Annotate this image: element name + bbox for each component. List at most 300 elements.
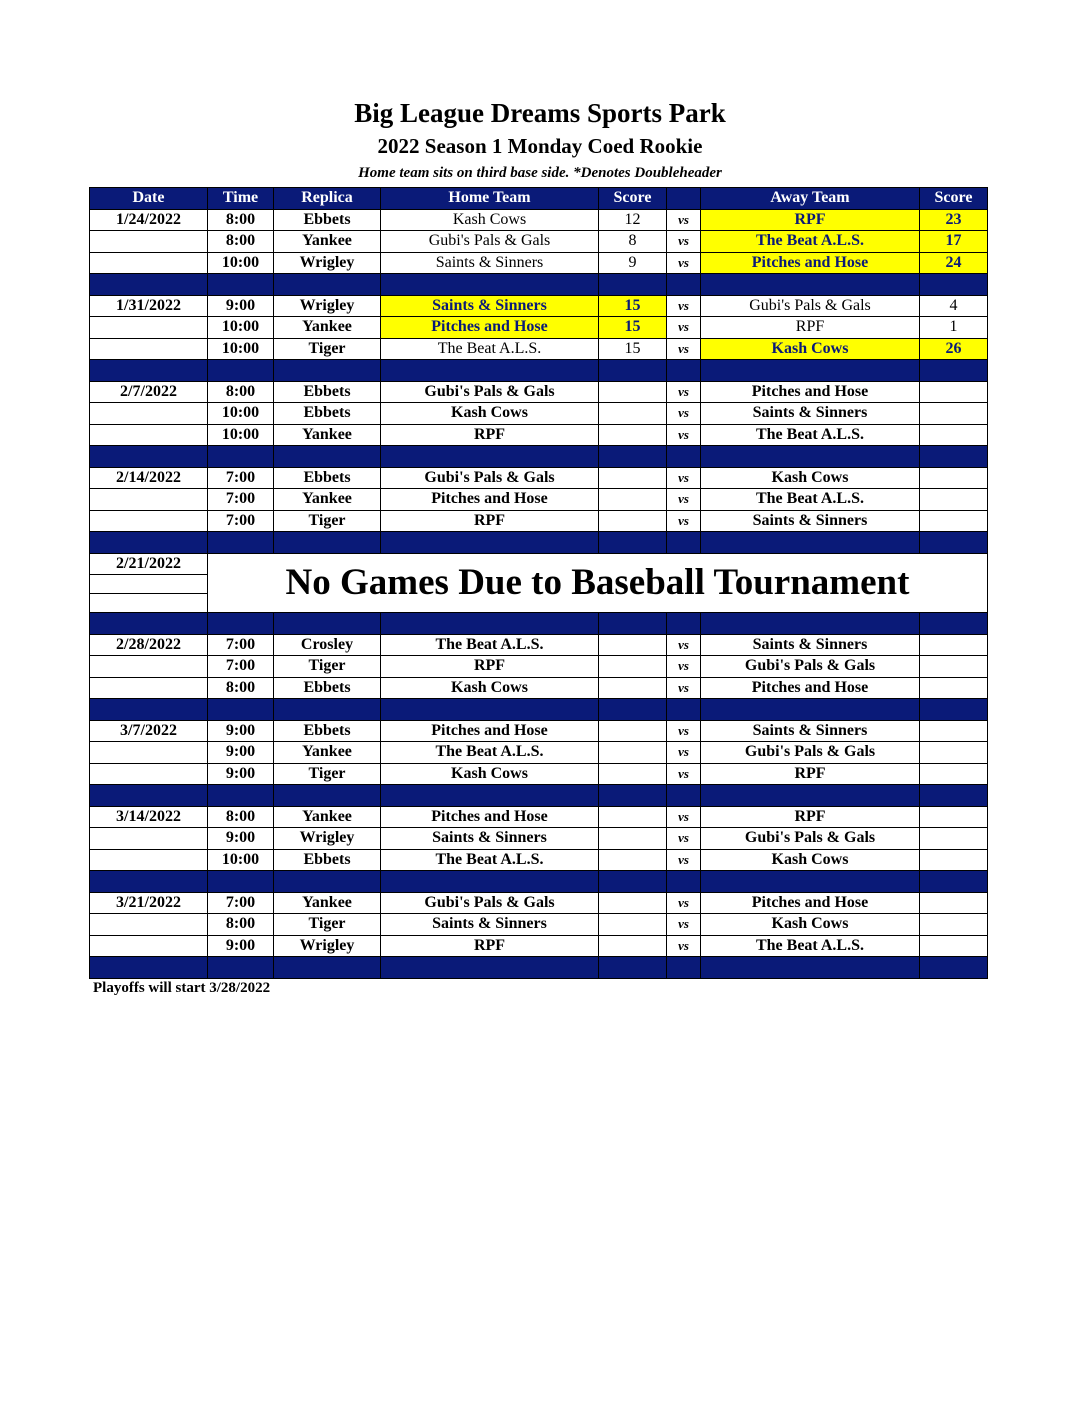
vs-cell: vs — [667, 231, 701, 253]
table-row — [90, 677, 988, 699]
separator-cell — [208, 699, 274, 721]
away-score-cell — [920, 467, 988, 489]
away-team-cell: RPF — [701, 317, 920, 339]
home-team-cell: Gubi's Pals & Gals — [381, 231, 599, 253]
away-score-cell: 26 — [920, 338, 988, 360]
away-score-cell: 1 — [920, 317, 988, 339]
vs-cell: vs — [667, 763, 701, 785]
week-separator-row — [90, 699, 988, 721]
away-team-cell: Gubi's Pals & Gals — [701, 295, 920, 317]
away-team-cell: Pitches and Hose — [701, 677, 920, 699]
vs-cell: vs — [667, 467, 701, 489]
replica-cell: Yankee — [274, 424, 381, 446]
replica-cell: Ebbets — [274, 720, 381, 742]
replica-cell: Ebbets — [274, 403, 381, 425]
time-cell: 9:00 — [208, 935, 274, 957]
home-team-cell: RPF — [381, 510, 599, 532]
table-row — [90, 634, 988, 656]
away-team-cell: Gubi's Pals & Gals — [701, 828, 920, 850]
time-cell: 10:00 — [208, 317, 274, 339]
separator-cell — [90, 699, 208, 721]
separator-cell — [667, 613, 701, 635]
separator-cell — [208, 613, 274, 635]
away-score-cell — [920, 935, 988, 957]
table-row — [90, 935, 988, 957]
home-score-cell — [599, 403, 667, 425]
week-separator-row — [90, 360, 988, 382]
away-team-cell: Kash Cows — [701, 338, 920, 360]
home-score-cell: 8 — [599, 231, 667, 253]
away-score-cell — [920, 828, 988, 850]
home-score-cell — [599, 489, 667, 511]
away-score-cell — [920, 677, 988, 699]
home-team-cell: Pitches and Hose — [381, 806, 599, 828]
separator-cell — [274, 699, 381, 721]
home-team-cell: Saints & Sinners — [381, 252, 599, 274]
separator-cell — [599, 360, 667, 382]
home-team-cell: Saints & Sinners — [381, 828, 599, 850]
away-team-cell: RPF — [701, 209, 920, 231]
replica-cell: Tiger — [274, 510, 381, 532]
time-cell: 10:00 — [208, 338, 274, 360]
replica-cell: Wrigley — [274, 295, 381, 317]
header-row — [90, 188, 988, 210]
separator-cell — [90, 274, 208, 296]
separator-cell — [208, 360, 274, 382]
separator-cell — [701, 785, 920, 807]
replica-cell: Yankee — [274, 231, 381, 253]
away-score-cell — [920, 424, 988, 446]
vs-cell: vs — [667, 634, 701, 656]
separator-cell — [667, 957, 701, 979]
separator-cell — [667, 274, 701, 296]
home-team-cell: Saints & Sinners — [381, 295, 599, 317]
home-score-cell: 15 — [599, 295, 667, 317]
away-team-cell: Saints & Sinners — [701, 720, 920, 742]
separator-cell — [599, 532, 667, 554]
replica-cell: Yankee — [274, 489, 381, 511]
replica-cell: Ebbets — [274, 467, 381, 489]
separator-cell — [920, 957, 988, 979]
home-team-cell: The Beat A.L.S. — [381, 634, 599, 656]
table-row — [90, 338, 988, 360]
date-cell — [90, 742, 208, 764]
separator-cell — [667, 785, 701, 807]
week-separator-row — [90, 957, 988, 979]
time-cell: 9:00 — [208, 828, 274, 850]
separator-cell — [701, 957, 920, 979]
week-separator-row — [90, 785, 988, 807]
away-score-cell: 24 — [920, 252, 988, 274]
vs-cell: vs — [667, 828, 701, 850]
separator-cell — [381, 360, 599, 382]
separator-cell — [274, 532, 381, 554]
time-cell: 8:00 — [208, 914, 274, 936]
away-score-cell — [920, 742, 988, 764]
vs-cell: vs — [667, 742, 701, 764]
time-cell: 8:00 — [208, 231, 274, 253]
date-cell — [90, 914, 208, 936]
table-row — [90, 295, 988, 317]
date-cell — [90, 656, 208, 678]
home-team-cell: RPF — [381, 424, 599, 446]
vs-cell: vs — [667, 656, 701, 678]
vs-cell: vs — [667, 317, 701, 339]
time-cell: 7:00 — [208, 656, 274, 678]
away-team-cell: Saints & Sinners — [701, 634, 920, 656]
separator-cell — [701, 360, 920, 382]
table-row — [90, 849, 988, 871]
week-separator-row — [90, 871, 988, 893]
replica-cell: Ebbets — [274, 849, 381, 871]
table-row — [90, 656, 988, 678]
replica-cell: Wrigley — [274, 252, 381, 274]
home-score-cell — [599, 720, 667, 742]
vs-cell: vs — [667, 914, 701, 936]
away-score-cell: 4 — [920, 295, 988, 317]
home-team-cell: The Beat A.L.S. — [381, 338, 599, 360]
replica-cell: Ebbets — [274, 209, 381, 231]
away-team-cell: RPF — [701, 806, 920, 828]
separator-cell — [208, 957, 274, 979]
separator-cell — [599, 785, 667, 807]
date-cell: 2/7/2022 — [90, 381, 208, 403]
time-cell: 10:00 — [208, 424, 274, 446]
no-games-banner: No Games Due to Baseball Tournament — [208, 553, 988, 613]
col-header-time: Time — [208, 188, 274, 210]
schedule-table — [89, 187, 988, 979]
home-score-cell — [599, 828, 667, 850]
table-row — [90, 403, 988, 425]
separator-cell — [920, 699, 988, 721]
away-team-cell: Kash Cows — [701, 914, 920, 936]
week-separator-row — [90, 274, 988, 296]
table-row — [90, 763, 988, 785]
week-separator-row — [90, 532, 988, 554]
replica-cell: Yankee — [274, 806, 381, 828]
separator-cell — [667, 446, 701, 468]
table-row — [90, 424, 988, 446]
home-team-cell: Kash Cows — [381, 677, 599, 699]
away-score-cell — [920, 656, 988, 678]
home-score-cell: 9 — [599, 252, 667, 274]
table-row — [90, 317, 988, 339]
separator-cell — [920, 532, 988, 554]
separator-cell — [208, 446, 274, 468]
no-games-row — [90, 553, 988, 575]
date-cell — [90, 424, 208, 446]
separator-cell — [701, 446, 920, 468]
separator-cell — [274, 274, 381, 296]
time-cell: 8:00 — [208, 381, 274, 403]
separator-cell — [90, 613, 208, 635]
home-team-cell: Gubi's Pals & Gals — [381, 381, 599, 403]
separator-cell — [90, 360, 208, 382]
separator-cell — [920, 613, 988, 635]
away-team-cell: RPF — [701, 763, 920, 785]
table-row — [90, 510, 988, 532]
separator-cell — [381, 871, 599, 893]
home-team-cell: Kash Cows — [381, 403, 599, 425]
table-row — [90, 209, 988, 231]
away-team-cell: Pitches and Hose — [701, 892, 920, 914]
date-cell: 1/24/2022 — [90, 209, 208, 231]
date-cell: 2/21/2022 — [90, 553, 208, 575]
vs-cell: vs — [667, 489, 701, 511]
separator-cell — [701, 613, 920, 635]
home-team-cell: Pitches and Hose — [381, 317, 599, 339]
time-cell: 7:00 — [208, 467, 274, 489]
away-team-cell: Gubi's Pals & Gals — [701, 656, 920, 678]
separator-cell — [381, 957, 599, 979]
replica-cell: Crosley — [274, 634, 381, 656]
home-score-cell — [599, 510, 667, 532]
separator-cell — [90, 785, 208, 807]
date-cell — [90, 594, 208, 613]
separator-cell — [667, 532, 701, 554]
home-score-cell — [599, 677, 667, 699]
date-cell — [90, 317, 208, 339]
home-team-cell: The Beat A.L.S. — [381, 742, 599, 764]
table-row — [90, 489, 988, 511]
home-score-cell — [599, 381, 667, 403]
separator-cell — [381, 532, 599, 554]
table-row — [90, 252, 988, 274]
vs-cell: vs — [667, 720, 701, 742]
separator-cell — [208, 532, 274, 554]
home-team-cell: The Beat A.L.S. — [381, 849, 599, 871]
separator-cell — [920, 446, 988, 468]
separator-cell — [599, 957, 667, 979]
separator-cell — [208, 785, 274, 807]
time-cell: 9:00 — [208, 295, 274, 317]
vs-cell: vs — [667, 338, 701, 360]
separator-cell — [274, 613, 381, 635]
separator-cell — [701, 532, 920, 554]
away-score-cell — [920, 763, 988, 785]
home-score-cell — [599, 467, 667, 489]
replica-cell: Tiger — [274, 338, 381, 360]
away-team-cell: Pitches and Hose — [701, 252, 920, 274]
time-cell: 10:00 — [208, 252, 274, 274]
separator-cell — [920, 360, 988, 382]
separator-cell — [599, 446, 667, 468]
vs-cell: vs — [667, 403, 701, 425]
vs-cell: vs — [667, 892, 701, 914]
away-score-cell — [920, 381, 988, 403]
date-cell — [90, 252, 208, 274]
separator-cell — [274, 360, 381, 382]
home-score-cell — [599, 656, 667, 678]
separator-cell — [90, 532, 208, 554]
vs-cell: vs — [667, 381, 701, 403]
time-cell: 9:00 — [208, 763, 274, 785]
separator-cell — [920, 785, 988, 807]
home-score-cell — [599, 634, 667, 656]
separator-cell — [381, 785, 599, 807]
time-cell: 7:00 — [208, 892, 274, 914]
replica-cell: Wrigley — [274, 828, 381, 850]
away-score-cell — [920, 806, 988, 828]
page-title: Big League Dreams Sports Park — [354, 98, 726, 128]
separator-cell — [381, 274, 599, 296]
separator-cell — [381, 446, 599, 468]
time-cell: 8:00 — [208, 677, 274, 699]
separator-cell — [274, 446, 381, 468]
separator-cell — [599, 274, 667, 296]
home-score-cell — [599, 806, 667, 828]
vs-cell: vs — [667, 510, 701, 532]
date-cell — [90, 849, 208, 871]
table-row — [90, 381, 988, 403]
home-score-cell: 15 — [599, 338, 667, 360]
col-header-home-team: Home Team — [381, 188, 599, 210]
date-cell — [90, 489, 208, 511]
away-team-cell: Saints & Sinners — [701, 510, 920, 532]
date-cell: 2/14/2022 — [90, 467, 208, 489]
separator-cell — [208, 871, 274, 893]
replica-cell: Wrigley — [274, 935, 381, 957]
away-team-cell: The Beat A.L.S. — [701, 424, 920, 446]
vs-cell: vs — [667, 935, 701, 957]
replica-cell: Tiger — [274, 763, 381, 785]
home-score-cell — [599, 742, 667, 764]
vs-cell: vs — [667, 849, 701, 871]
date-cell — [90, 231, 208, 253]
date-cell: 3/7/2022 — [90, 720, 208, 742]
home-score-cell: 15 — [599, 317, 667, 339]
away-team-cell: The Beat A.L.S. — [701, 935, 920, 957]
table-row — [90, 806, 988, 828]
time-cell: 9:00 — [208, 720, 274, 742]
away-team-cell: The Beat A.L.S. — [701, 489, 920, 511]
replica-cell: Yankee — [274, 317, 381, 339]
vs-cell: vs — [667, 209, 701, 231]
separator-cell — [274, 871, 381, 893]
playoffs-note: Playoffs will start 3/28/2022 — [93, 980, 271, 996]
home-score-cell — [599, 892, 667, 914]
home-score-cell — [599, 914, 667, 936]
vs-cell: vs — [667, 252, 701, 274]
away-score-cell — [920, 510, 988, 532]
home-score-cell — [599, 935, 667, 957]
date-cell: 3/21/2022 — [90, 892, 208, 914]
separator-cell — [920, 871, 988, 893]
date-cell — [90, 575, 208, 594]
separator-cell — [701, 871, 920, 893]
separator-cell — [667, 699, 701, 721]
replica-cell: Tiger — [274, 656, 381, 678]
home-team-cell: RPF — [381, 935, 599, 957]
time-cell: 10:00 — [208, 403, 274, 425]
date-cell: 3/14/2022 — [90, 806, 208, 828]
replica-cell: Ebbets — [274, 677, 381, 699]
col-header-date: Date — [90, 188, 208, 210]
home-team-cell: Kash Cows — [381, 209, 599, 231]
date-cell — [90, 828, 208, 850]
home-score-cell: 12 — [599, 209, 667, 231]
home-score-cell — [599, 763, 667, 785]
home-team-cell: Pitches and Hose — [381, 489, 599, 511]
table-row — [90, 742, 988, 764]
time-cell: 7:00 — [208, 510, 274, 532]
date-cell: 1/31/2022 — [90, 295, 208, 317]
separator-cell — [90, 446, 208, 468]
away-team-cell: Pitches and Hose — [701, 381, 920, 403]
home-team-cell: Kash Cows — [381, 763, 599, 785]
vs-cell: vs — [667, 806, 701, 828]
time-cell: 8:00 — [208, 806, 274, 828]
away-score-cell — [920, 634, 988, 656]
table-row — [90, 231, 988, 253]
home-team-cell: Gubi's Pals & Gals — [381, 467, 599, 489]
separator-cell — [599, 613, 667, 635]
separator-cell — [701, 274, 920, 296]
page-subtitle: 2022 Season 1 Monday Coed Rookie — [377, 134, 703, 158]
separator-cell — [667, 871, 701, 893]
home-team-cell: Pitches and Hose — [381, 720, 599, 742]
separator-cell — [701, 699, 920, 721]
week-separator-row — [90, 446, 988, 468]
home-team-cell: Gubi's Pals & Gals — [381, 892, 599, 914]
col-header-vs — [667, 188, 701, 210]
col-header-away-score: Score — [920, 188, 988, 210]
date-cell — [90, 403, 208, 425]
separator-cell — [599, 871, 667, 893]
time-cell: 8:00 — [208, 209, 274, 231]
away-team-cell: Kash Cows — [701, 467, 920, 489]
time-cell: 10:00 — [208, 849, 274, 871]
schedule-note: Home team sits on third base side. *Denotes Doubleheader — [358, 165, 722, 181]
time-cell: 7:00 — [208, 634, 274, 656]
schedule-body — [90, 188, 988, 979]
col-header-away-team: Away Team — [701, 188, 920, 210]
away-score-cell: 17 — [920, 231, 988, 253]
away-score-cell — [920, 914, 988, 936]
home-team-cell: Saints & Sinners — [381, 914, 599, 936]
separator-cell — [599, 699, 667, 721]
replica-cell: Tiger — [274, 914, 381, 936]
date-cell — [90, 510, 208, 532]
time-cell: 9:00 — [208, 742, 274, 764]
week-separator-row — [90, 613, 988, 635]
home-score-cell — [599, 849, 667, 871]
away-score-cell — [920, 849, 988, 871]
separator-cell — [381, 699, 599, 721]
away-score-cell: 23 — [920, 209, 988, 231]
col-header-home-score: Score — [599, 188, 667, 210]
separator-cell — [208, 274, 274, 296]
away-score-cell — [920, 489, 988, 511]
away-score-cell — [920, 403, 988, 425]
table-row — [90, 720, 988, 742]
col-header-replica: Replica — [274, 188, 381, 210]
date-cell: 2/28/2022 — [90, 634, 208, 656]
table-row — [90, 467, 988, 489]
time-cell: 7:00 — [208, 489, 274, 511]
vs-cell: vs — [667, 424, 701, 446]
table-row — [90, 828, 988, 850]
separator-cell — [920, 274, 988, 296]
table-row — [90, 914, 988, 936]
date-cell — [90, 763, 208, 785]
separator-cell — [274, 957, 381, 979]
date-cell — [90, 677, 208, 699]
replica-cell: Yankee — [274, 742, 381, 764]
away-team-cell: The Beat A.L.S. — [701, 231, 920, 253]
table-row — [90, 892, 988, 914]
home-score-cell — [599, 424, 667, 446]
